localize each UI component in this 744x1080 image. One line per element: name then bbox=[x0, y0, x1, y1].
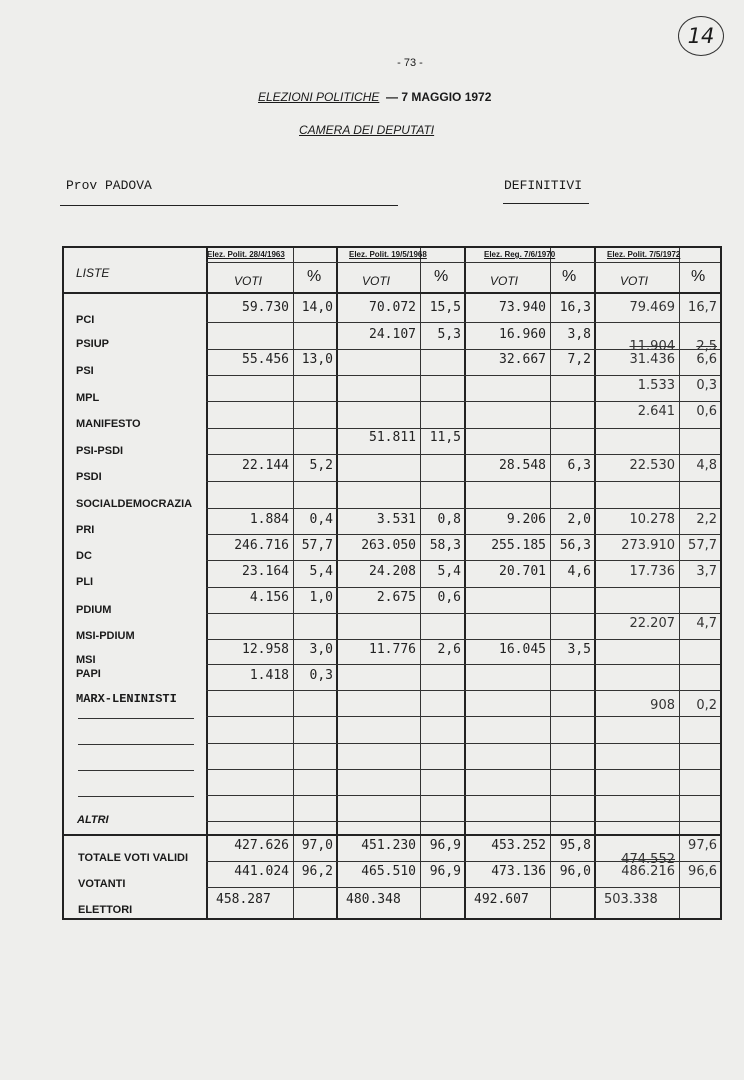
header-election-1972: Elez. Polit. 7/5/1972 bbox=[607, 250, 681, 259]
header-pct-1972: % bbox=[691, 268, 706, 285]
cell-voti: 20.701 bbox=[499, 564, 546, 579]
cell-voti: 51.811 bbox=[369, 430, 416, 445]
cell-pct: 2,2 bbox=[696, 512, 717, 527]
cell-voti: 22.530 bbox=[629, 458, 675, 473]
cell-pct: 16,3 bbox=[559, 300, 591, 315]
grid-line bbox=[206, 560, 720, 561]
grid-line bbox=[206, 262, 720, 263]
cell-voti: 24.107 bbox=[369, 327, 416, 342]
cell-pct: 2,0 bbox=[567, 512, 591, 527]
cell-pct: 0,6 bbox=[696, 404, 717, 419]
cell-pct: 57,7 bbox=[688, 538, 717, 553]
cell-voti: 3.531 bbox=[376, 512, 416, 527]
cell-pct: 4,6 bbox=[567, 564, 591, 579]
cell-pct: 11,5 bbox=[429, 430, 461, 445]
grid-line bbox=[78, 718, 194, 719]
grid-line bbox=[206, 613, 720, 614]
header-voti-1972: VOTI bbox=[620, 274, 649, 288]
cell-pct: 96,9 bbox=[429, 864, 461, 879]
archive-number-stamp: 14 bbox=[678, 16, 724, 56]
cell-pct: 4,8 bbox=[696, 458, 717, 473]
cell-pct: 4,7 bbox=[696, 616, 717, 631]
header-election-1963: Elez. Polit. 28/4/1963 bbox=[207, 250, 285, 259]
cell-pct: 2,5 bbox=[696, 339, 717, 354]
cell-voti: 474.552 bbox=[621, 852, 675, 867]
row-label: PSIUP bbox=[76, 338, 110, 350]
status-label: DEFINITIVI bbox=[504, 178, 583, 193]
cell-voti: 55.456 bbox=[242, 352, 289, 367]
header-pct-1963: % bbox=[307, 268, 322, 285]
cell-pct: 3,7 bbox=[696, 564, 717, 579]
cell-voti: 263.050 bbox=[361, 538, 416, 553]
page-title bbox=[258, 90, 491, 104]
grid-line bbox=[206, 690, 720, 691]
cell-voti: 1.533 bbox=[637, 378, 675, 393]
grid-line bbox=[206, 401, 720, 402]
cell-voti: 28.548 bbox=[499, 458, 546, 473]
results-table bbox=[62, 246, 722, 920]
cell-pct: 16,7 bbox=[688, 300, 717, 315]
cell-pct: 5,2 bbox=[309, 458, 333, 473]
grid-line bbox=[78, 744, 194, 745]
row-label: MSI bbox=[76, 654, 96, 666]
row-label: PRI bbox=[76, 524, 95, 536]
grid-line bbox=[206, 587, 720, 588]
total-label: ELETTORI bbox=[78, 904, 133, 916]
header-pct-1970: % bbox=[562, 268, 577, 285]
cell-voti: 453.252 bbox=[491, 838, 546, 853]
page-subtitle: CAMERA DEI DEPUTATI bbox=[299, 123, 435, 137]
cell-voti: 427.626 bbox=[234, 838, 289, 853]
grid-line bbox=[206, 322, 720, 323]
cell-voti: 1.418 bbox=[249, 668, 289, 683]
cell-pct: 97,0 bbox=[301, 838, 333, 853]
grid-line bbox=[206, 481, 720, 482]
province-label: Prov PADOVA bbox=[66, 178, 152, 193]
cell-voti: 465.510 bbox=[361, 864, 416, 879]
cell-pct: 5,4 bbox=[437, 564, 461, 579]
row-label: DC bbox=[76, 550, 92, 562]
cell-voti: 441.024 bbox=[234, 864, 289, 879]
row-label: MPL bbox=[76, 392, 100, 404]
cell-pct: 0,6 bbox=[437, 590, 461, 605]
grid-line bbox=[206, 743, 720, 744]
grid-line bbox=[206, 716, 720, 717]
title-date: — 7 MAGGIO 1972 bbox=[386, 90, 492, 104]
cell-pct: 97,6 bbox=[688, 838, 717, 853]
header-voti-1963: VOTI bbox=[234, 274, 263, 288]
cell-voti: 2.675 bbox=[376, 590, 416, 605]
grid-line bbox=[206, 887, 720, 888]
cell-pct: 1,0 bbox=[309, 590, 333, 605]
page-number: - 73 - bbox=[397, 57, 423, 69]
altri-label: ALTRI bbox=[77, 814, 109, 826]
cell-voti: 73.940 bbox=[499, 300, 546, 315]
cell-voti: 70.072 bbox=[369, 300, 416, 315]
cell-voti: 79.469 bbox=[629, 300, 675, 315]
row-label: MSI-PDIUM bbox=[76, 630, 135, 642]
cell-pct: 0,2 bbox=[696, 698, 717, 713]
header-election-1968: Elez. Polit. 19/5/1968 bbox=[349, 250, 427, 259]
cell-pct: 6,6 bbox=[696, 352, 717, 367]
header-voti-1968: VOTI bbox=[362, 274, 391, 288]
grid-line bbox=[206, 769, 720, 770]
row-label: PLI bbox=[76, 576, 94, 588]
header-liste: LISTE bbox=[76, 266, 110, 280]
grid-line bbox=[206, 534, 720, 535]
province-underline bbox=[60, 205, 398, 206]
grid-line bbox=[78, 770, 194, 771]
row-label: PAPI bbox=[76, 668, 101, 680]
cell-voti: 23.164 bbox=[242, 564, 289, 579]
grid-line bbox=[206, 795, 720, 796]
cell-voti: 24.208 bbox=[369, 564, 416, 579]
cell-voti: 492.607 bbox=[474, 892, 529, 907]
cell-pct: 0,8 bbox=[437, 512, 461, 527]
cell-voti: 12.958 bbox=[242, 642, 289, 657]
total-label: TOTALE VOTI VALIDI bbox=[78, 852, 188, 864]
grid-line bbox=[206, 508, 720, 509]
cell-voti: 246.716 bbox=[234, 538, 289, 553]
cell-voti: 908 bbox=[650, 698, 675, 713]
header-voti-1970: VOTI bbox=[490, 274, 519, 288]
cell-voti: 16.045 bbox=[499, 642, 546, 657]
header-pct-1968: % bbox=[434, 268, 449, 285]
cell-pct: 6,3 bbox=[567, 458, 591, 473]
cell-pct: 96,9 bbox=[429, 838, 461, 853]
cell-pct: 56,3 bbox=[559, 538, 591, 553]
cell-pct: 96,0 bbox=[559, 864, 591, 879]
grid-line bbox=[64, 292, 720, 294]
cell-pct: 3,5 bbox=[567, 642, 591, 657]
row-label: PSI bbox=[76, 365, 94, 377]
cell-voti: 11.904 bbox=[629, 339, 675, 354]
total-label: VOTANTI bbox=[78, 878, 126, 890]
cell-pct: 57,7 bbox=[301, 538, 333, 553]
cell-voti: 458.287 bbox=[216, 892, 271, 907]
status-underline bbox=[503, 203, 589, 204]
grid-line bbox=[206, 639, 720, 640]
row-label: PDIUM bbox=[76, 604, 112, 616]
cell-voti: 255.185 bbox=[491, 538, 546, 553]
cell-pct: 13,0 bbox=[301, 352, 333, 367]
row-label: MANIFESTO bbox=[76, 418, 141, 430]
cell-pct: 58,3 bbox=[429, 538, 461, 553]
cell-pct: 15,5 bbox=[429, 300, 461, 315]
cell-pct: 96,6 bbox=[688, 864, 717, 879]
cell-pct: 0,3 bbox=[309, 668, 333, 683]
cell-voti: 59.730 bbox=[242, 300, 289, 315]
row-label: MARX-LENINISTI bbox=[76, 692, 177, 706]
cell-voti: 32.667 bbox=[499, 352, 546, 367]
grid-line bbox=[206, 664, 720, 665]
cell-voti: 473.136 bbox=[491, 864, 546, 879]
cell-voti: 11.776 bbox=[369, 642, 416, 657]
row-label: SOCIALDEMOCRAZIA bbox=[76, 498, 193, 510]
cell-voti: 273.910 bbox=[621, 538, 675, 553]
cell-voti: 9.206 bbox=[506, 512, 546, 527]
grid-line bbox=[206, 428, 720, 429]
grid-line bbox=[78, 796, 194, 797]
cell-voti: 10.278 bbox=[629, 512, 675, 527]
cell-pct: 3,0 bbox=[309, 642, 333, 657]
title-italic: ELEZIONI POLITICHE bbox=[258, 90, 380, 104]
cell-pct: 5,3 bbox=[437, 327, 461, 342]
cell-voti: 16.960 bbox=[499, 327, 546, 342]
header-election-1970: Elez. Reg. 7/6/1970 bbox=[484, 250, 556, 259]
cell-voti: 1.884 bbox=[249, 512, 289, 527]
cell-voti: 4.156 bbox=[249, 590, 289, 605]
cell-voti: 22.144 bbox=[242, 458, 289, 473]
row-label: PSDI bbox=[76, 471, 102, 483]
cell-pct: 0,3 bbox=[696, 378, 717, 393]
grid-line bbox=[64, 834, 720, 836]
cell-voti: 17.736 bbox=[629, 564, 675, 579]
cell-pct: 0,4 bbox=[309, 512, 333, 527]
grid-line bbox=[206, 821, 720, 822]
cell-pct: 7,2 bbox=[567, 352, 591, 367]
cell-voti: 480.348 bbox=[346, 892, 401, 907]
grid-line bbox=[206, 375, 720, 376]
cell-voti: 22.207 bbox=[629, 616, 675, 631]
cell-pct: 3,8 bbox=[567, 327, 591, 342]
cell-voti: 486.216 bbox=[621, 864, 675, 879]
cell-pct: 5,4 bbox=[309, 564, 333, 579]
cell-voti: 31.436 bbox=[629, 352, 675, 367]
cell-voti: 503.338 bbox=[604, 892, 658, 907]
cell-pct: 2,6 bbox=[437, 642, 461, 657]
cell-pct: 96,2 bbox=[301, 864, 333, 879]
cell-voti: 451.230 bbox=[361, 838, 416, 853]
row-label: PCI bbox=[76, 314, 95, 326]
cell-pct: 14,0 bbox=[301, 300, 333, 315]
grid-line bbox=[206, 454, 720, 455]
cell-voti: 2.641 bbox=[637, 404, 675, 419]
row-label: PSI-PSDI bbox=[76, 445, 124, 457]
cell-pct: 95,8 bbox=[559, 838, 591, 853]
